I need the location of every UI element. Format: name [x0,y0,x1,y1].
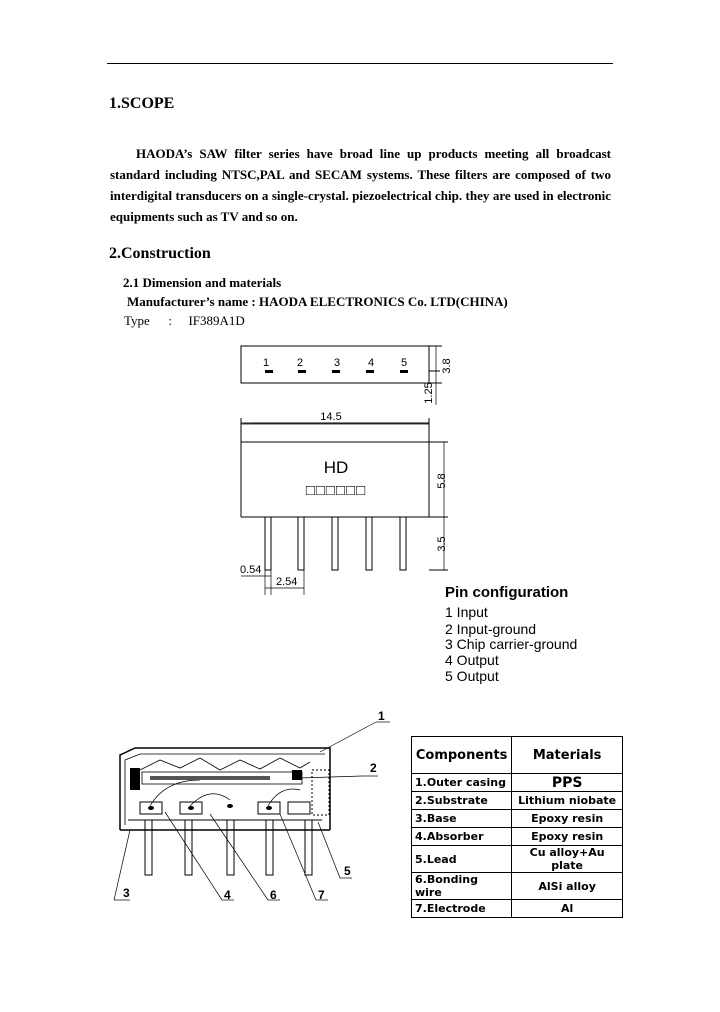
scope-paragraph-text: HAODA’s SAW filter series have broad line up products meeting all broadcast standard including NTSC,PAL and SECAM systems. These filters are composed of two interdigital transducers on a single-crystal. piezoelectrical chip. they are used in electronic equipments such as TV and so on. [110,146,611,224]
material-cell: Cu alloy+Au plate [512,846,623,873]
absorber-mark [292,770,302,780]
table-row [412,774,623,792]
material-cell: Epoxy resin [512,810,623,828]
material-cell: Lithium niobate [512,792,623,810]
top-pin-label: 4 [367,357,375,369]
marking-text: HD [323,458,349,477]
table-row [412,792,623,810]
top-pin-label: 1 [262,357,270,369]
absorber-mark [130,768,140,790]
pin-config-item: 5 Output [445,668,499,684]
component-cell: 7.Electrode [412,900,512,918]
top-pin-label: 3 [333,357,341,369]
dim-lead-width: 0.54 [240,564,262,576]
construction-heading: 2.Construction [109,245,211,262]
dimension-subheading: 2.1 Dimension and materials [123,275,282,290]
dim-offset: 1.25 [423,382,435,404]
base-pad [288,802,310,814]
manufacturer-line: Manufacturer’s name : HAODA ELECTRONICS Co. LTD(CHINA) [127,294,508,309]
type-label: Type [124,313,150,328]
table-row [412,828,623,846]
callout-5: 5 [344,864,351,878]
dim-body-height: 5.8 [436,473,448,489]
material-cell: Epoxy resin [512,828,623,846]
component-cell: 3.Base [412,810,512,828]
component-cell: 2.Substrate [412,792,512,810]
type-colon: : [168,313,172,328]
callout-4: 4 [224,888,231,902]
dim-pitch: 2.54 [276,576,298,588]
top-pin-label: 2 [296,357,304,369]
lead [145,820,152,875]
marking-code: □□□□□□ [305,482,367,499]
callout-2: 2 [370,761,377,775]
lead [185,820,192,875]
pin-config-item: 3 Chip carrier-ground [445,636,578,652]
dim-top-height: 3.8 [441,358,453,374]
callout-3: 3 [123,886,130,900]
header-materials: Materials [512,737,623,774]
scope-heading: 1.SCOPE [109,95,175,112]
material-cell: AlSi alloy [512,873,623,900]
component-cell: 5.Lead [412,846,512,873]
material-cell: Al [512,900,623,918]
table-row [412,810,623,828]
electrode-pattern [150,776,270,780]
dim-lead-length: 3.5 [436,536,448,552]
component-cell: 1.Outer casing [412,774,512,792]
lead [266,820,273,875]
callout-6: 6 [270,888,277,902]
dim-width: 14.5 [320,411,342,423]
lead [305,820,312,875]
type-value: IF389A1D [188,313,245,328]
table-header-row [412,737,623,774]
pin-config-title: Pin configuration [445,584,569,601]
pin-config-item: 2 Input-ground [445,621,537,637]
table-row [412,846,623,873]
pin-config-item: 4 Output [445,652,499,668]
callout-1: 1 [378,709,385,723]
top-pin-label: 5 [400,357,408,369]
component-cell: 6.Bonding wire [412,873,512,900]
material-cell: PPS [512,774,623,792]
outer-casing-edge [312,770,329,815]
table-row [412,873,623,900]
table-row [412,900,623,918]
callout-7: 7 [318,888,325,902]
pin-config-item: 1 Input [445,604,488,620]
materials-table [411,736,623,918]
component-cell: 4.Absorber [412,828,512,846]
header-components: Components [412,737,512,774]
